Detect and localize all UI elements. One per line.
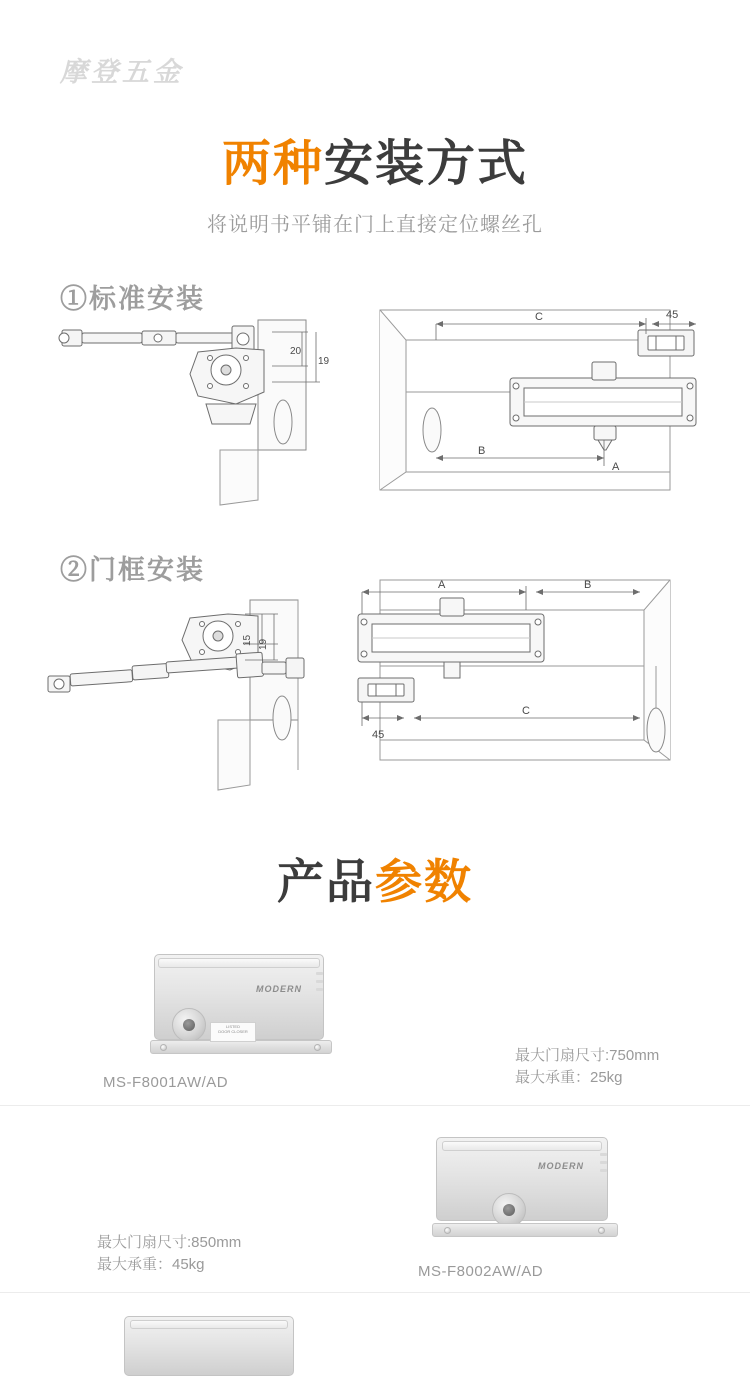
vent-line <box>316 988 323 991</box>
spindle-core <box>503 1204 515 1216</box>
closer-body-highlight <box>130 1320 288 1329</box>
mounting-foot <box>150 1040 332 1054</box>
product-spec-2-line1: 最大门扇尺寸:850mm <box>97 1234 242 1251</box>
frame-installation-diagram <box>40 570 710 810</box>
svg-text:C: C <box>535 311 543 323</box>
screw <box>598 1227 605 1234</box>
closer-body-highlight <box>442 1141 602 1151</box>
svg-text:A: A <box>612 461 620 473</box>
product-image-1 <box>148 952 348 1077</box>
page-title-accent: 两种 <box>221 137 324 191</box>
svg-text:15: 15 <box>242 634 253 646</box>
mounting-foot <box>432 1223 618 1237</box>
product-name-2: MS-F8002AW/AD <box>418 1263 544 1280</box>
svg-text:45: 45 <box>372 729 385 741</box>
standard-installation-diagram <box>40 300 710 540</box>
params-title <box>0 845 750 912</box>
product-spec-2 <box>97 1232 241 1276</box>
svg-text:C: C <box>522 705 530 717</box>
product-name-1: MS-F8001AW/AD <box>103 1074 229 1091</box>
divider <box>0 1292 750 1293</box>
product-spec-1 <box>515 1045 659 1089</box>
svg-text:19: 19 <box>258 638 269 650</box>
page-title <box>0 125 750 195</box>
svg-text:45: 45 <box>666 309 679 321</box>
screw <box>160 1044 167 1051</box>
vent-line <box>600 1161 607 1164</box>
product-spec-1-line1: 最大门扇尺寸:750mm <box>515 1047 660 1064</box>
page-title-rest: 安装方式 <box>324 137 529 191</box>
params-title-accent: 参数 <box>375 855 473 908</box>
vent-line <box>316 980 323 983</box>
svg-text:A: A <box>438 579 446 591</box>
product-image-3 <box>118 1312 318 1372</box>
page-subtitle: 将说明书平铺在门上直接定位螺丝孔 <box>207 214 543 236</box>
product-spec-2-line2: 最大承重：45kg <box>97 1256 205 1273</box>
section-title-frame: ②门框安装 <box>60 555 205 585</box>
divider <box>0 1105 750 1106</box>
params-title-rest: 产品 <box>277 855 375 908</box>
ul-certification-label: LISTED DOOR CLOSER <box>210 1022 256 1042</box>
screw <box>314 1044 321 1051</box>
section-title-standard: ①标准安装 <box>60 284 205 314</box>
svg-text:B: B <box>478 445 486 457</box>
product-logo-2: MODERN <box>538 1161 584 1171</box>
product-logo-1: MODERN <box>256 984 302 994</box>
vent-line <box>316 972 323 975</box>
product-image-2 <box>430 1135 630 1260</box>
brand-logo: 摩登五金 <box>60 57 184 88</box>
spindle-core <box>183 1019 195 1031</box>
vent-line <box>600 1169 607 1172</box>
svg-text:20: 20 <box>290 346 302 357</box>
screw <box>444 1227 451 1234</box>
closer-body-highlight <box>158 958 320 968</box>
product-spec-1-line2: 最大承重：25kg <box>515 1069 623 1086</box>
svg-text:B: B <box>584 579 592 591</box>
svg-text:19: 19 <box>318 356 330 367</box>
vent-line <box>600 1153 607 1156</box>
